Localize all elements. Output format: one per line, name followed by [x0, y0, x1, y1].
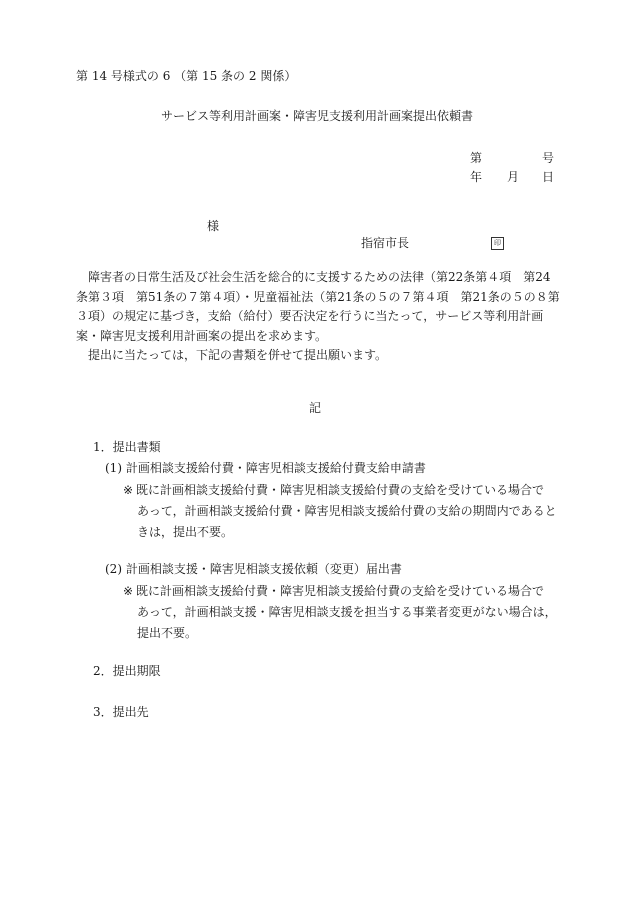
- date-year: 年: [470, 170, 483, 184]
- date-month: 月: [507, 170, 520, 184]
- form-number: 第 14 号様式の 6 （第 15 条の 2 関係）: [76, 69, 297, 83]
- document-title: サービス等利用計画案・障害児支援利用計画案提出依頼書: [161, 109, 474, 123]
- note-1-line-1: 既に計画相談支援給付費・障害児相談支援給付費の支給を受けている場合で: [136, 483, 545, 497]
- note-2-line-3: 提出不要。: [137, 626, 198, 640]
- note-1: [123, 480, 563, 543]
- seal-mark: 印: [491, 237, 504, 250]
- note-2-mark: ※: [123, 584, 134, 598]
- body-text: [76, 268, 560, 366]
- item-1: (1) 計画相談支援給付費・障害児相談支援給付費支給申請書: [105, 461, 426, 475]
- note-2-line-2: あって，計画相談支援・障害児相談支援を担当する事業者変更がない場合は，: [137, 605, 557, 619]
- section-3-heading: 3．提出先: [93, 705, 149, 719]
- number-prefix: 第: [470, 151, 483, 165]
- item-2: (2) 計画相談支援・障害児相談支援依頼（変更）届出書: [105, 562, 402, 576]
- number-suffix: 号: [542, 151, 555, 165]
- ki-heading: 記: [309, 401, 322, 415]
- body-paragraph-1: 障害者の日常生活及び社会生活を総合的に支援するための法律（第22条第４項 第24条第３項 第51条の７第４項）・児童福祉法（第21条の５の７第４項 第21条の５の８第３項）の規定に基づき，支給（給付）要否決定を行うに当たって，サービス等利用計画案・障害児支援利用計画案の提出を求めます。: [76, 270, 560, 343]
- addressee-honorific: 様: [207, 219, 220, 233]
- date-day: 日: [542, 170, 555, 184]
- note-1-line-3: きは，提出不要。: [137, 525, 234, 539]
- section-2-heading: 2．提出期限: [93, 664, 161, 678]
- note-1-line-2: あって，計画相談支援給付費・障害児相談支援給付費の支給の期間内であると: [137, 504, 557, 518]
- sender-name: 指宿市長: [361, 236, 410, 250]
- body-paragraph-2: 提出に当たっては，下記の書類を併せて提出願います。: [88, 348, 388, 362]
- note-1-mark: ※: [123, 483, 134, 497]
- note-2: [123, 581, 563, 644]
- note-2-line-1: 既に計画相談支援給付費・障害児相談支援給付費の支給を受けている場合で: [136, 584, 545, 598]
- section-1-heading: 1．提出書類: [93, 440, 161, 454]
